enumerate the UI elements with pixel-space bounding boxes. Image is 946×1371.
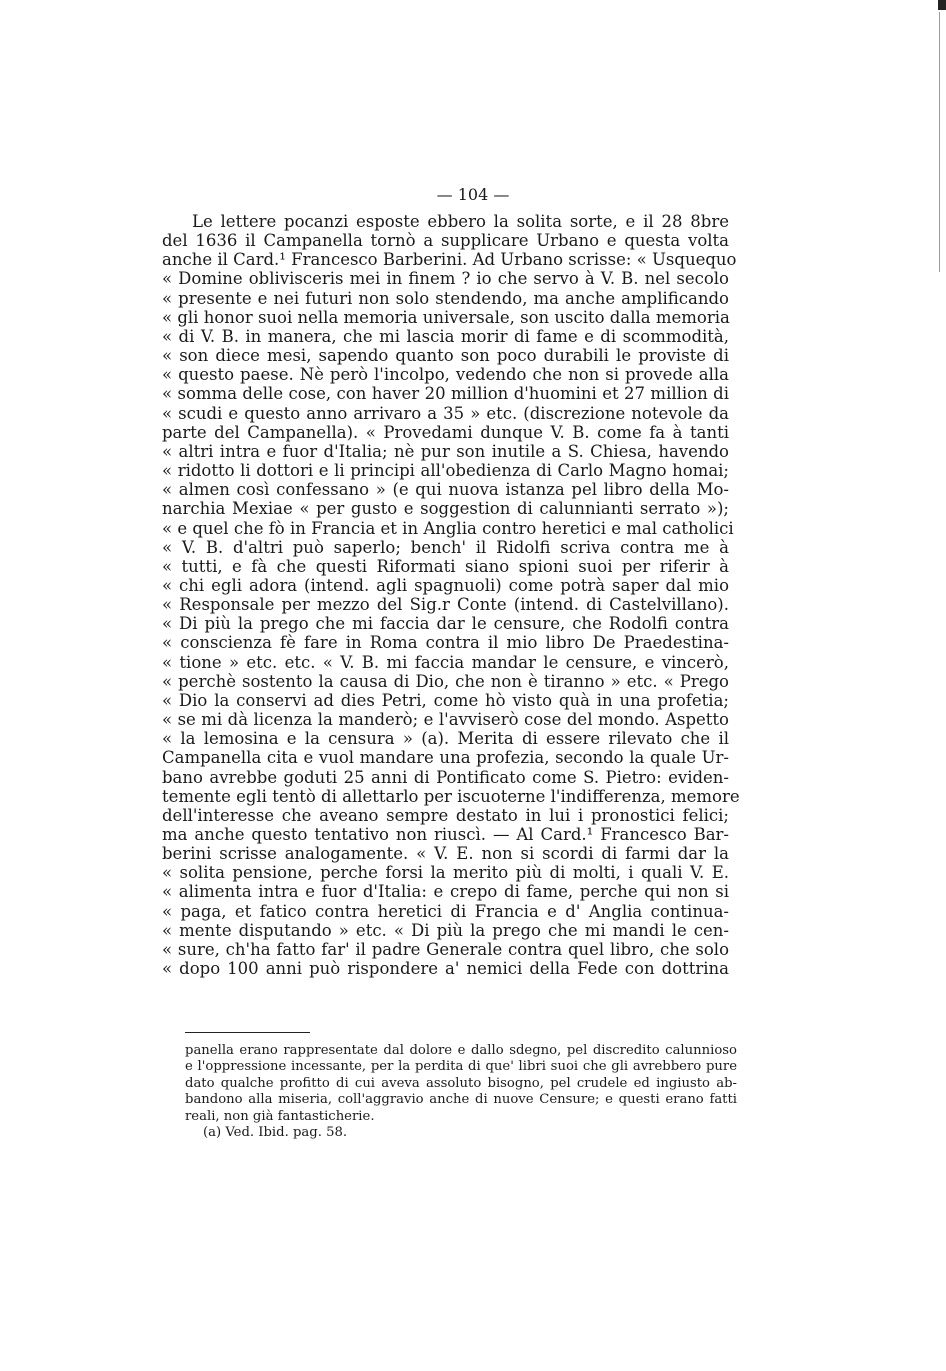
text-line: « di V. B. in manera, che mi lascia morir di fame e di scommodità, (162, 326, 729, 346)
page-number: — 104 — (436, 185, 510, 204)
text-line: « V. B. d'altri può saperlo; bench' il Ridolfi scriva contra me à (162, 537, 729, 557)
text-line: « scudi e questo anno arrivaro a 35 » etc. (discrezione notevole da (162, 403, 729, 423)
text-line: « Dio la conservi ad dies Petri, come hò visto quà in una profetia; (162, 690, 729, 710)
text-line: « gli honor suoi nella memoria universale, son uscito dalla memoria (162, 307, 730, 327)
text-line: ma anche questo tentativo non riuscì. — Al Card.¹ Francesco Bar- (162, 825, 729, 844)
text-line: « somma delle cose, con haver 20 million d'huomini et 27 million di (162, 384, 729, 404)
text-line: « altri intra e fuor d'Italia; nè pur son inutile a S. Chiesa, havendo (162, 441, 729, 461)
text-line: « presente e nei futuri non solo stendendo, ma anche amplificando (162, 288, 729, 308)
text-line: « tione » etc. etc. « V. B. mi faccia mandar le censure, e vincerò, (162, 652, 729, 672)
text-line: « conscienza fè fare in Roma contra il mio libro De Praedestina- (162, 633, 729, 653)
text-line: « la lemosina e la censura » (a). Merita di essere rilevato che il (162, 729, 729, 749)
text-line: parte del Campanella). « Provedami dunque V. B. come fa à tanti (162, 422, 729, 442)
text-line: dell'interesse che aveano sempre destato in lui i pronostici felici; (162, 805, 729, 825)
page-edge-mark (938, 0, 946, 10)
text-line: « dopo 100 anni può rispondere a' nemici della Fede con dottrina (162, 959, 729, 979)
text-line: « mente disputando » etc. « Di più la prego che mi mandi le cen- (162, 920, 729, 940)
text-line: « sure, ch'ha fatto far' il padre Generale contra quel libro, che solo (162, 939, 729, 959)
text-line: « e quel che fò in Francia et in Anglia contro heretici e mal catholici (162, 518, 734, 538)
footnote-reference: (a) Ved. Ibid. pag. 58. (203, 1125, 348, 1141)
text-line: « paga, et fatico contra heretici di Francia e d' Anglia continua- (162, 901, 729, 921)
text-line: « Domine oblivisceris mei in finem ? io che servo à V. B. nel secolo (162, 269, 729, 289)
text-line: « solita pensione, perche forsi la merito più di molti, i quali V. E. (162, 863, 729, 883)
text-line: « son diece mesi, sapendo quanto son poco durabili le proviste di (162, 346, 729, 366)
footnote-line: dato qualche profitto di cui aveva assoluto bisogno, pel crudele ed ingiusto ab- (185, 1075, 737, 1091)
text-line: « se mi dà licenza la manderò; e l'avviserò cose del mondo. Aspetto (162, 710, 729, 730)
text-line: « questo paese. Nè però l'incolpo, vedendo che non si provede alla (162, 365, 729, 385)
page-edge-line (939, 12, 940, 272)
text-line: del 1636 il Campanella tornò a supplicare Urbano e questa volta (162, 231, 729, 251)
text-line: « almen così confessano » (e qui nuova istanza pel libro della Mo- (162, 480, 729, 500)
text-line: « ridotto li dottori e li principi all'obedienza di Carlo Magno homai; (162, 461, 729, 481)
text-line: anche il Card.¹ Francesco Barberini. Ad Urbano scrisse: « Usquequo (162, 250, 737, 270)
footnote-block (185, 1043, 737, 1141)
text-line: « Di più la prego che mi faccia dar le censure, che Rodolfi contra (162, 614, 729, 634)
text-line: « Responsale per mezzo del Sig.r Conte (intend. di Castelvillano). (162, 595, 729, 615)
footnote-line: e l'oppressione incessante, per la perdita di que' libri suoi che gli avrebbero pure (185, 1059, 737, 1075)
text-line: bano avrebbe goduti 25 anni di Pontificato come S. Pietro: eviden- (162, 767, 729, 787)
text-line: narchia Mexiae « per gusto e soggestion di calunnianti serrato »); (162, 499, 729, 519)
text-line: Le lettere pocanzi esposte ebbero la solita sorte, e il 28 8bre (192, 212, 729, 231)
text-line: « alimenta intra e fuor d'Italia: e crepo di fame, perche qui non si (162, 882, 729, 902)
text-line: temente egli tentò di allettarlo per iscuoterne l'indifferenza, memore (162, 786, 740, 806)
text-line: Campanella cita e vuol mandare una profezia, secondo la quale Ur- (162, 748, 729, 768)
footnote-line: bandono alla miseria, coll'aggravio anche di nuove Censure; e questi erano fatti (185, 1092, 737, 1108)
text-line: « chi egli adora (intend. agli spagnuoli) come potrà saper dal mio (162, 575, 729, 595)
text-line: « tutti, e fà che questi Riformati siano spioni suoi per riferir à (162, 556, 729, 576)
text-line: berini scrisse analogamente. « V. E. non si scordi di farmi dar la (162, 844, 729, 864)
footnote-line: reali, non già fantasticherie. (185, 1108, 375, 1124)
text-line: « perchè sostento la causa di Dio, che non è tiranno » etc. « Prego (162, 671, 729, 691)
main-text (162, 212, 740, 979)
footnote-separator (185, 1032, 310, 1033)
footnote-line: panella erano rappresentate dal dolore e dallo sdegno, pel discredito calunnioso (185, 1043, 737, 1058)
